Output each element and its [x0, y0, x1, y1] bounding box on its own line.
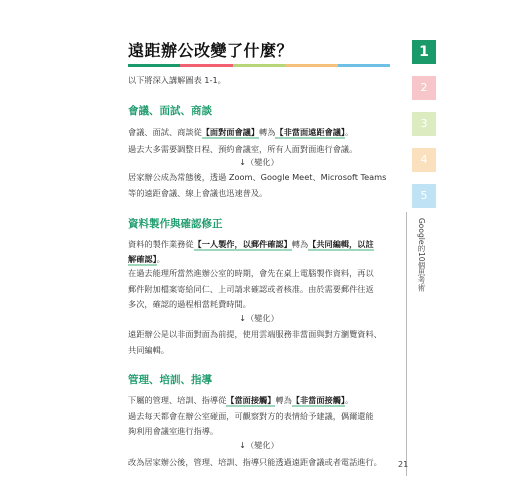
page-number: 21 — [398, 460, 409, 469]
paragraph-line: 夠利用會議室進行指導。 — [128, 426, 219, 436]
intro-text: 以下將深入講解圖表 1-1。 — [128, 75, 226, 85]
rule-segment — [180, 64, 232, 67]
highlight-text: 解確認】 — [128, 254, 157, 264]
chapter-tab-3: 3 — [412, 112, 436, 136]
highlight-text: 【非當面接觸】 — [291, 395, 346, 405]
paragraph-line: 在過去能理所當然進辦公室的時期，會先在桌上電腦製作資料，再以 — [128, 268, 374, 278]
section-heading: 資料製作與確認修正 — [128, 218, 223, 230]
paragraph-line: 等的遠距會議、線上會議也迅速普及。 — [128, 188, 268, 198]
paragraph-line: 下屬的管理、培訓、指導從【當面接觸】轉為【非當面接觸】。 — [128, 395, 354, 405]
chapter-tab-1: 1 — [412, 40, 436, 64]
rule-segment — [338, 64, 390, 67]
paragraph-line: 資料的製作業務從【一人製作，以郵件確認】轉為【共同編輯，以註 — [128, 239, 374, 249]
highlight-text: 【一人製作，以郵件確認】 — [193, 239, 292, 249]
paragraph-line: 改為居家辦公後，管理、培訓、指導只能透過遠距會議或者電話進行。 — [128, 457, 382, 467]
section-heading: 管理、培訓、指導 — [128, 374, 212, 386]
section-heading: 會議、面試、商談 — [128, 105, 212, 117]
paragraph-line: 郵件附加檔案寄給同仁、上司請求確認或者核准。由於需要郵件往返 — [128, 284, 374, 294]
chapter-tab-2: 2 — [412, 76, 436, 100]
chapter-tab-4: 4 — [412, 148, 436, 172]
paragraph-line: 共同編輯。 — [128, 345, 169, 355]
paragraph-line: 解確認】。 — [128, 254, 165, 264]
side-divider-line — [406, 212, 407, 476]
paragraph-line: 過去每天都會在辦公室碰面，可觀察對方的表情給予建議，偶爾還能 — [128, 411, 374, 421]
change-arrow-text: ↓（變化） — [239, 313, 279, 323]
paragraph-line: 遠距辦公是以非面對面為前提，使用雲端服務非當面與對方瀏覽資料、 — [128, 329, 382, 339]
highlight-text: 【非當面遠距會議】 — [275, 127, 346, 137]
rule-segment — [233, 64, 285, 67]
paragraph-line: 會議、面試、商談從【面對面會議】轉為【非當面遠距會議】。 — [128, 127, 354, 137]
rule-segment — [285, 64, 337, 67]
page-title: 遠距辦公改變了什麼？ — [128, 41, 294, 60]
chapter-tab-5: 5 — [412, 184, 436, 208]
highlight-text: 【面對面會議】 — [201, 127, 260, 137]
change-arrow-text: ↓（變化） — [239, 440, 279, 450]
rule-segment — [128, 64, 180, 67]
highlight-text: 【共同編輯，以註 — [308, 239, 374, 249]
highlight-text: 【當面接觸】 — [226, 395, 276, 405]
title-color-rule — [128, 64, 390, 67]
paragraph-line: 多次，確認的過程相當耗費時間。 — [128, 299, 251, 309]
change-arrow-text: ↓（變化） — [239, 157, 279, 167]
paragraph-line: 過去大多需要調整日程、預約會議室，所有人面對面進行會議。 — [128, 144, 358, 154]
book-title-vertical: Google的10個思考術 — [417, 218, 426, 292]
paragraph-line: 居家辦公成為常態後，透過 Zoom、Google Meet、Microsoft Teams — [128, 172, 387, 182]
